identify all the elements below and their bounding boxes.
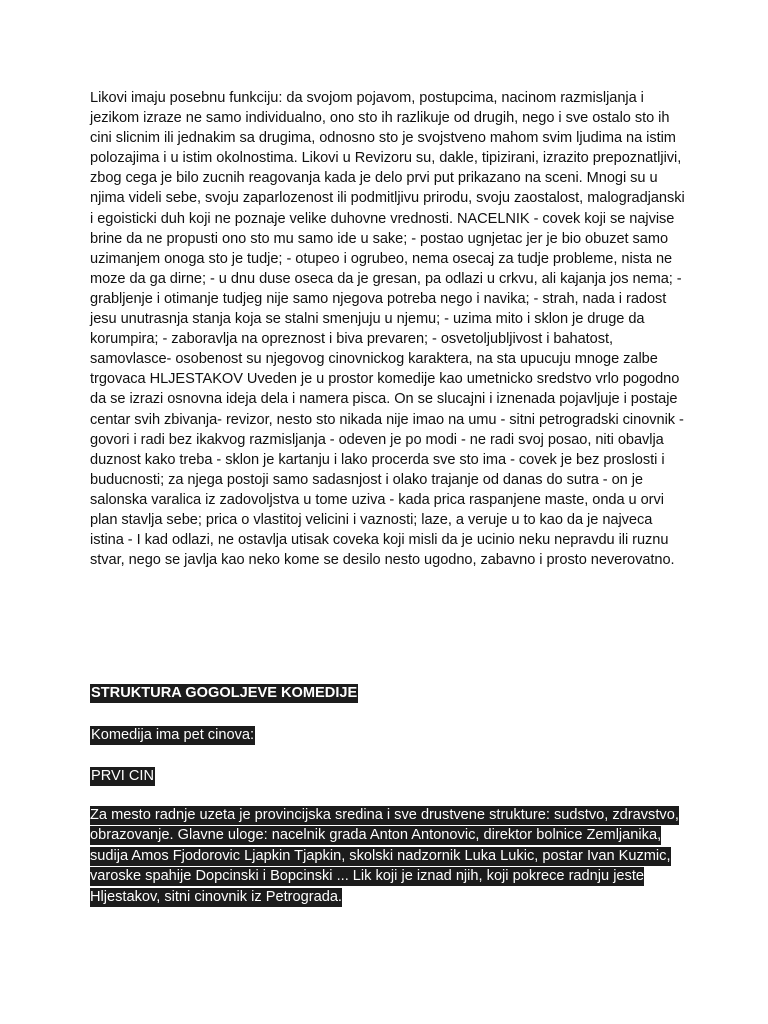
intro-paragraph: Likovi imaju posebnu funkciju: da svojom pojavom, postupcima, nacinom razmisljanja i jezikom izraze ne samo individualno, ono sto ih razlikuje od drugih, nego i sve ostalo sto ih cini slicnim ili jednakim sa drugima, odnosno sto je svojstveno mahom svim ljudima na istim polozajima i u istim okolnostima. Likovi u Revizoru su, dakle, tipizirani, izrazito prepoznatljivi, zbog cega je bilo zucnih reagovanja kada je delo prvi put prikazano na sceni. Mnogi su u njima videli sebe, svoju zaparlozenost ili podmitljivu prirodu, svoju zaostalost, malogradjanski i egoisticki duh koji ne poznaje velike duhovne vrednosti. NACELNIK - covek koji se najvise brine da ne propusti ono sto mu samo ide u sake; - postao ugnjetac jer je bio obuzet samo uzimanjem onoga sto je tudje; - otupeo i ogrubeo, nema osecaj za tudje probleme, nista ne moze da ga dirne; - u dnu duse oseca da je gresan, pa odlazi u crkvu, ali kajanja jos nema; - grabljenje i otimanje tudjeg nije samo njegova potreba nego i navika; - strah, nada i radost jesu unutrasnja stanja koja se stalni smenjuju u njemu; - uzima mito i sklon je druge da korumpira; - zaboravlja na opreznost i biva prevaren; - osvetoljubljivost i bahatost, samovlasce- osobenost su njegovog cinovnickog karaktera, na sta upucuju mnoge zalbe trgovaca HLJESTAKOV Uveden je u prostor komedije kao umetnicko sredstvo vrlo pogodno da se izrazi osnovna ideja dela i namera pisca. On se slucajni i iznenada pojavljuje i postaje centar svih zbivanja- revizor, nesto sto nikada nije imao na umu - sitni petrogradski cinovnik - govori i radi bez ikakvog razmisljanja - odeven je po modi - ne radi svoj posao, niti obavlja duznost kako treba - sklon je kartanju i lako procerda sve sto ima - covek je bez proslosti i buducnosti; za njega postoji samo sadasnjost i olako trajanje od danas do sutra - on je salonska varalica iz zadovoljstva u tome uziva - kada prica raspanjene maste, onda u orvi plan stavlja sebe; prica o vlastitoj velicini i vaznosti; laze, a veruje u to kao da je najveca istina - I kad odlazi, ne ostavlja utisak coveka koji misli da je ucinio neku nepravdu ili ruznu stvar, nego se javlja kao neko kome se desilo nesto ugodno, zabavno i prosto neverovatno.: [90, 90, 685, 569]
section-heading-block: [90, 683, 358, 703]
subheading-block: [90, 725, 255, 745]
section-heading: STRUKTURA GOGOLJEVE KOMEDIJE: [91, 685, 358, 701]
act-paragraph-block: [90, 805, 682, 907]
act-heading-block: [90, 766, 155, 786]
subheading: Komedija ima pet cinova:: [91, 727, 255, 743]
act-paragraph: Za mesto radnje uzeta je provincijska sredina i sve drustvene strukture: sudstvo, zdravstvo, obrazovanje. Glavne uloge: nacelnik grada Anton Antonovic, direktor bolnice Zemljanika, sudija Amos Fjodorovic Ljapkin Tjapkin, skolski nadzornik Luka Lukic, postar Ivan Kuzmic, varoske spahije Dopcinski i Bopcinski ... Lik koji je iznad njih, koji pokrece radnju jeste Hljestakov, sitni cinovnik iz Petrograda.: [90, 807, 679, 905]
act-heading: PRVI CIN: [91, 768, 154, 784]
